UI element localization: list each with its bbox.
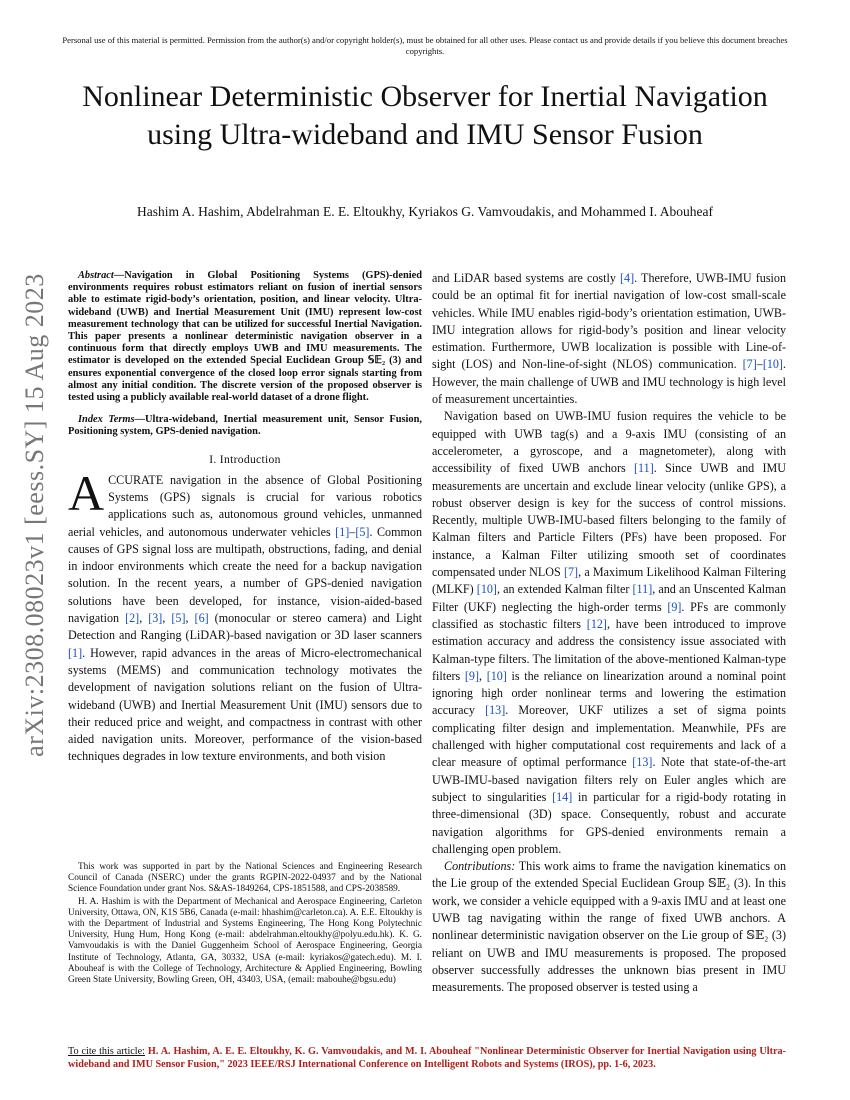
section-heading-introduction: I. Introduction bbox=[209, 452, 281, 466]
citation-link[interactable]: [14] bbox=[552, 789, 573, 804]
intro-text: . Common causes of GPS signal loss are multipath, obstructions, fading, and denial in indoor environments which create the need for a backup navigation solution. In the recent years, a number of GPS-denied navigation solutions have been developed, for instance, vision-aided-based navigation bbox=[68, 524, 422, 626]
range-dash: – bbox=[349, 524, 356, 539]
intro-text: and LiDAR based systems are costly bbox=[432, 271, 621, 285]
intro-text: (monocular or stereo camera) and Light Detection and Ranging (LiDAR)-based navigation or 3D laser scanners bbox=[68, 611, 423, 643]
intro-text: . Since UWB and IMU measurements are uncertain and exclude linear velocity (unlike GPS), a robust observer design is key for the success of control missions. Recently, multiple UWB-IMU-based filters belonging to the family of Kalman filters and Particle Filters (PFs) have been proposed. For instance, a Kalman Filter utilizing smooth set of coordinates compensated under NLOS bbox=[432, 461, 786, 580]
citation-lead: To cite this article: bbox=[68, 1046, 145, 1057]
contributions-paragraph bbox=[432, 858, 786, 996]
citation-link[interactable]: [10] bbox=[476, 582, 497, 597]
citation-link[interactable]: [2] bbox=[125, 611, 140, 626]
intro-text: . However, rapid advances in the areas of Micro-electromechanical systems (MEMS) and communication technology motivates the development of navigation solutions reliant on the fusion of Ultra-wideband (UWB) and Inertial Measurement Unit (IMU) sensors due to their reduced price and weight, and compactness in contrast with other aided navigation units. Moreover, performance of the vision-based techniques degrades in low texture environments, and both vision bbox=[68, 645, 422, 764]
intro-text: in particular for a rigid-body rotating in three-dimensional (3D) space. Consequently, robust and accurate navigation algorithms for GPS-denied environments remain a challenging open problem. bbox=[432, 789, 786, 856]
citation-link[interactable]: [5] bbox=[355, 524, 370, 539]
arxiv-stamp bbox=[14, 220, 56, 810]
range-dash: – bbox=[756, 357, 763, 372]
left-column bbox=[68, 270, 422, 766]
index-terms-lead: Index Terms bbox=[78, 414, 135, 426]
citation-link[interactable]: [6] bbox=[194, 611, 209, 626]
intro-text: , and an Unscented Kalman Filter (UKF) neglecting the high-order terms bbox=[432, 582, 786, 614]
citation-link[interactable]: [9] bbox=[464, 668, 479, 683]
intro-text: . However, the main challenge of UWB and IMU technology is high level of measurement uncertainties. bbox=[432, 357, 786, 407]
intro-paragraph-2 bbox=[432, 270, 786, 408]
intro-text: . Therefore, UWB-IMU fusion could be an optimal fit for inertial navigation of low-cost small-scale vehicles. While IMU enables rigid-body’s orientation estimation, UWB-IMU integration allows for rigid-body’s position and linear velocity estimation. Furthermore, UWB localization is possible with Line-of-sight (LOS) and Non-line-of-sight (NLOS) communication. bbox=[432, 271, 786, 372]
citation-link[interactable]: [13] bbox=[632, 755, 653, 770]
footnote bbox=[68, 862, 422, 987]
citation-link[interactable]: [1] bbox=[68, 645, 83, 660]
intro-text: , have been introduced to improve estimation accuracy and address the consistency issue associated with Kalman-type filters. The limitation of the above-mentioned Kalman-type filters bbox=[432, 616, 786, 683]
citation-link[interactable]: [9] bbox=[667, 599, 682, 614]
citation-link[interactable]: [11] bbox=[632, 582, 653, 597]
citation-box bbox=[68, 1046, 786, 1071]
intro-text: , an extended Kalman filter bbox=[496, 582, 633, 597]
right-column bbox=[432, 270, 786, 996]
intro-text: This work aims to frame the navigation kinematics on the Lie group of the extended Special Euclidean Group 𝕊𝔼₂ (3). In this work, we consider a vehicle equipped with a 9-axis IMU and at least one UWB tag navigating within the range of fixed UWB anchors. A nonlinear deterministic navigation observer on the Lie group of 𝕊𝔼₂ (3) reliant on UWB and IMU measurements is proposed. The proposed observer successfully addresses the unknown bias present in IMU measurements. The proposed observer is tested using a bbox=[432, 859, 786, 995]
abstract bbox=[68, 270, 422, 404]
affiliation-note: H. A. Hashim is with the Department of Mechanical and Aerospace Engineering, Carleton University, Ottawa, ON, K1S 5B6, Canada (e-mail: hhashim@carleton.ca). A. E.E. Eltoukhy is with the Department of Industrial and Systems Engineering, The Hong Kong Polytechnic University, Hung Hum, Hong Kong (e-mail: abdelrahman.eltoukhy@polyu.edu.hk). K. G. Vamvoudakis is with the Daniel Guggenheim School of Aerospace Engineering, Georgia Institute of Technology, Atlanta, GA, 30332, USA (e-mail: kyriakos@gatech.edu). M. I. Abouheaf is with the College of Technology, Architecture & Applied Engineering, Bowling Green State University, Bowling Green, OH, 43403, USA, (email: mabouhe@bgsu.edu) bbox=[68, 896, 422, 986]
citation-link[interactable]: [4] bbox=[620, 271, 635, 285]
intro-text: CCURATE navigation in the absence of Global Positioning Systems (GPS) signals is crucial for various robotics applications such as, autonomous ground vehicles, unmanned aerial vehicles, and autonomous underwater vehicles bbox=[68, 472, 422, 539]
separator: , bbox=[479, 668, 487, 683]
citation-link[interactable]: [7] bbox=[742, 357, 757, 372]
separator: , bbox=[162, 611, 172, 626]
citation-link[interactable]: [10] bbox=[486, 668, 507, 683]
citation-link[interactable]: [12] bbox=[586, 616, 607, 631]
intro-paragraph-1 bbox=[68, 464, 423, 766]
intro-text: is the reliance on linearization around a nominal point ignoring high order nonlinear terms and lowering the estimation accuracy bbox=[432, 668, 787, 718]
arxiv-id[interactable]: arXiv:2308.08023v1 [eess.SY] 15 Aug 2023 bbox=[20, 273, 50, 757]
separator: , bbox=[185, 611, 195, 626]
citation-link[interactable]: [10] bbox=[762, 357, 783, 372]
author-list: Hashim A. Hashim, Abdelrahman E. E. Eltoukhy, Kyriakos G. Vamvoudakis, and Mohammed I. Abouheaf bbox=[137, 204, 713, 219]
intro-text: . Note that state-of-the-art UWB-IMU-based navigation filters rely on Euler angles which are subject to singularities bbox=[432, 755, 786, 804]
citation-link[interactable]: [1] bbox=[335, 524, 350, 539]
citation-link[interactable]: [5] bbox=[171, 611, 186, 626]
copyright-notice: Personal use of this material is permitted. Permission from the author(s) and/or copyright holder(s), must be obtained for all other uses. Please contact us and provide details if you believe this document breaches copyrights. bbox=[62, 35, 788, 56]
citation-link[interactable]: [7] bbox=[563, 565, 579, 580]
index-terms bbox=[68, 414, 422, 438]
citation-link[interactable]: [13] bbox=[485, 703, 506, 718]
intro-text: Navigation based on UWB-IMU fusion requires the vehicle to be equipped with UWB tag(s) and a 9-axis IMU (consisting of an accelerometer, a gyroscope, and a magnetometer), along with accessibility of fixed UWB anchors bbox=[432, 409, 786, 476]
intro-text: , a Maximum Likelihood Kalman Filtering (MLKF) bbox=[432, 565, 787, 597]
intro-text: . PFs are commonly classified as stochastic filters bbox=[432, 599, 786, 631]
paper-title: Nonlinear Deterministic Observer for Inertial Navigation using Ultra-wideband and IMU Sensor Fusion bbox=[82, 80, 768, 151]
drop-cap: A bbox=[68, 464, 105, 521]
citation-text: H. A. Hashim, A. E. E. Eltoukhy, K. G. Vamvoudakis, and M. I. Abouheaf "Nonlinear Deterministic Observer for Inertial Navigation using Ultra-wideband and IMU Sensor Fusion," 2023 IEEE/RSJ International Conference on Intelligent Robots and Systems (IROS), pp. 1-6, 2023. bbox=[68, 1046, 786, 1070]
citation-link[interactable]: [3] bbox=[148, 611, 163, 626]
abstract-lead: Abstract bbox=[78, 270, 114, 281]
separator: , bbox=[139, 611, 149, 626]
abstract-text: —Navigation in Global Positioning Systems (GPS)-denied environments requires robust estimators reliant on fusion of inertial sensors able to estimate rigid-body’s orientation, position, and linear velocity. Ultra-wideband (UWB) and Inertial Measurement Unit (IMU) represent low-cost measurement technology that can be utilized for successful Inertial Navigation. This paper presents a nonlinear deterministic navigation observer in a continuous form that directly employs UWB and IMU measurements. The estimator is developed on the extended Special Euclidean Group 𝕊𝔼₂ (3) and ensures exponential convergence of the closed loop error signals starting from almost any initial condition. The discrete version of the proposed observer is tested using a publicly available real-world dataset of a drone flight. bbox=[68, 270, 422, 404]
intro-text: . Moreover, UKF utilizes a set of sigma points complicating filter design and implementation. Meanwhile, PFs are challenged with higher computational cost requirements and lack of a clear measure of optimal performance bbox=[432, 703, 786, 770]
index-terms-text: —Ultra-wideband, Inertial measurement unit, Sensor Fusion, Positioning system, GPS-denied navigation. bbox=[68, 414, 422, 438]
contributions-lead: Contributions: bbox=[444, 859, 516, 874]
citation-link[interactable]: [11] bbox=[634, 461, 654, 476]
funding-note: This work was supported in part by the National Sciences and Engineering Research Council of Canada (NSERC) under the grants RGPIN-2022-04937 and by the National Science Foundation under grant Nos. S&AS-1849264, CPS-1851588, and CPS-2038589. bbox=[68, 862, 422, 895]
intro-paragraph-3 bbox=[432, 408, 786, 858]
